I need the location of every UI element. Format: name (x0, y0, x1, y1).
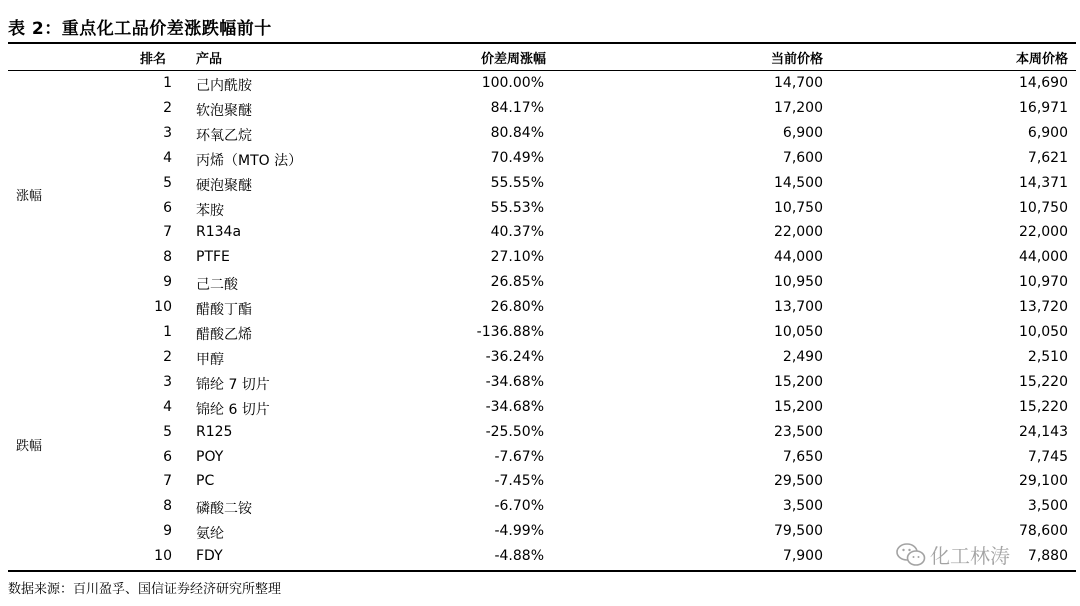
change-cell: 40.37% (490, 224, 544, 241)
change-cell: 70.49% (490, 149, 544, 166)
product-cell: 己二酸 (196, 277, 238, 294)
rank-cell: 9 (163, 274, 172, 291)
table-row (0, 197, 1080, 222)
bottom-rule (8, 570, 1076, 572)
current-price-cell: 14,500 (774, 174, 823, 191)
rank-cell: 4 (163, 398, 172, 415)
week-price-cell: 7,745 (1027, 448, 1068, 465)
week-price-cell: 7,621 (1027, 149, 1068, 166)
current-price-cell: 17,200 (774, 99, 823, 116)
product-cell: 锦纶 7 切片 (196, 376, 270, 393)
week-price-cell: 16,971 (1019, 99, 1068, 116)
rank-cell: 9 (163, 523, 172, 540)
header-week-price: 本周价格 (1015, 52, 1068, 67)
rank-cell: 8 (163, 249, 172, 266)
product-cell: 丙烯（MTO 法） (196, 152, 303, 169)
group-label-down: 跌幅 (16, 439, 43, 454)
rank-cell: 4 (163, 149, 172, 166)
table-title: 表 2：重点化工品价差涨跌幅前十 (8, 19, 272, 39)
rank-cell: 6 (163, 448, 172, 465)
current-price-cell: 7,900 (782, 548, 823, 565)
header-rule (8, 70, 1076, 71)
table-row (0, 271, 1080, 296)
product-cell: R125 (196, 423, 233, 440)
product-cell: 软泡聚醚 (196, 102, 252, 119)
product-cell: R134a (196, 224, 242, 241)
change-cell: 55.55% (490, 174, 544, 191)
current-price-cell: 3,500 (782, 498, 823, 515)
product-cell: 醋酸丁酯 (196, 302, 252, 319)
week-price-cell: 14,690 (1019, 75, 1068, 91)
current-price-cell: 6,900 (782, 124, 823, 141)
product-cell: 甲醇 (196, 351, 224, 368)
week-price-cell: 15,220 (1019, 398, 1068, 415)
table-row (0, 97, 1080, 122)
product-cell: PC (196, 473, 215, 490)
change-cell: -34.68% (485, 398, 544, 415)
rank-cell: 1 (163, 324, 172, 340)
rank-cell: 3 (163, 124, 172, 141)
current-price-cell: 14,700 (774, 75, 823, 91)
rank-cell: 1 (163, 75, 172, 91)
week-price-cell: 3,500 (1027, 498, 1068, 515)
week-price-cell: 13,720 (1019, 299, 1068, 316)
table-row (0, 72, 1080, 97)
rank-cell: 7 (163, 224, 172, 241)
current-price-cell: 7,600 (782, 149, 823, 166)
rank-cell: 5 (163, 423, 172, 440)
week-price-cell: 14,371 (1019, 174, 1068, 191)
product-cell: FDY (196, 548, 223, 565)
product-cell: 环氧乙烷 (196, 127, 252, 144)
current-price-cell: 10,750 (774, 199, 823, 216)
table-row (0, 495, 1080, 520)
watermark (896, 540, 1010, 569)
change-cell: -36.24% (485, 348, 544, 365)
week-price-cell: 24,143 (1019, 423, 1068, 440)
week-price-cell: 6,900 (1027, 124, 1068, 141)
current-price-cell: 44,000 (774, 249, 823, 266)
watermark-text: 化工林涛 (930, 544, 1010, 568)
table-row (0, 221, 1080, 246)
change-cell: 26.85% (490, 274, 544, 291)
product-cell: 醋酸乙烯 (196, 327, 252, 343)
week-price-cell: 10,050 (1019, 324, 1068, 340)
week-price-cell: 7,880 (1027, 548, 1068, 565)
table-row (0, 147, 1080, 172)
table-row (0, 296, 1080, 321)
week-price-cell: 10,970 (1019, 274, 1068, 291)
product-cell: 己内酰胺 (196, 78, 252, 94)
table-row (0, 446, 1080, 471)
table-row (0, 371, 1080, 396)
current-price-cell: 10,950 (774, 274, 823, 291)
product-cell: POY (196, 448, 224, 465)
table-row (0, 470, 1080, 495)
current-price-cell: 13,700 (774, 299, 823, 316)
change-cell: 26.80% (490, 299, 544, 316)
table-row (0, 346, 1080, 371)
week-price-cell: 22,000 (1019, 224, 1068, 241)
table-row (0, 396, 1080, 421)
change-cell: -34.68% (485, 373, 544, 390)
product-cell: 锦纶 6 切片 (196, 401, 270, 418)
week-price-cell: 29,100 (1019, 473, 1068, 490)
change-cell: 84.17% (490, 99, 544, 116)
change-cell: 80.84% (490, 124, 544, 141)
top-rule (8, 42, 1076, 44)
change-cell: -4.99% (494, 523, 544, 540)
current-price-cell: 10,050 (774, 324, 823, 340)
rank-cell: 7 (163, 473, 172, 490)
week-price-cell: 2,510 (1027, 348, 1068, 365)
rank-cell: 10 (154, 299, 172, 316)
table-row (0, 421, 1080, 446)
week-price-cell: 44,000 (1019, 249, 1068, 266)
week-price-cell: 10,750 (1019, 199, 1068, 216)
product-cell: 氨纶 (196, 526, 224, 543)
current-price-cell: 23,500 (774, 423, 823, 440)
change-cell: 27.10% (490, 249, 544, 266)
change-cell: -136.88% (476, 324, 544, 340)
change-cell: 55.53% (490, 199, 544, 216)
product-cell: PTFE (196, 249, 230, 266)
current-price-cell: 15,200 (774, 373, 823, 390)
header-current-price: 当前价格 (770, 52, 823, 67)
week-price-cell: 78,600 (1019, 523, 1068, 540)
current-price-cell: 15,200 (774, 398, 823, 415)
change-cell: -7.45% (494, 473, 544, 490)
current-price-cell: 7,650 (782, 448, 823, 465)
table-row (0, 122, 1080, 147)
header-product: 产品 (196, 52, 223, 67)
header-change: 价差周涨幅 (480, 52, 546, 67)
source-note: 数据来源：百川盈孚、国信证券经济研究所整理 (8, 582, 282, 597)
rank-cell: 2 (163, 348, 172, 365)
rank-cell: 8 (163, 498, 172, 515)
rank-cell: 2 (163, 99, 172, 116)
table-row (0, 172, 1080, 197)
week-price-cell: 15,220 (1019, 373, 1068, 390)
current-price-cell: 29,500 (774, 473, 823, 490)
product-cell: 硬泡聚醚 (196, 177, 252, 194)
current-price-cell: 79,500 (774, 523, 823, 540)
rank-cell: 6 (163, 199, 172, 216)
header-rank: 排名 (140, 52, 167, 67)
change-cell: 100.00% (481, 75, 544, 91)
product-cell: 磷酸二铵 (196, 501, 252, 518)
product-cell: 苯胺 (196, 202, 224, 219)
rank-cell: 5 (163, 174, 172, 191)
group-label-up: 涨幅 (16, 189, 43, 204)
change-cell: -25.50% (485, 423, 544, 440)
change-cell: -6.70% (494, 498, 544, 515)
rank-cell: 3 (163, 373, 172, 390)
table-row (0, 246, 1080, 271)
change-cell: -7.67% (494, 448, 544, 465)
current-price-cell: 22,000 (774, 224, 823, 241)
current-price-cell: 2,490 (782, 348, 823, 365)
wechat-icon (896, 542, 926, 568)
rank-cell: 10 (154, 548, 172, 565)
change-cell: -4.88% (494, 548, 544, 565)
table-row (0, 321, 1080, 346)
